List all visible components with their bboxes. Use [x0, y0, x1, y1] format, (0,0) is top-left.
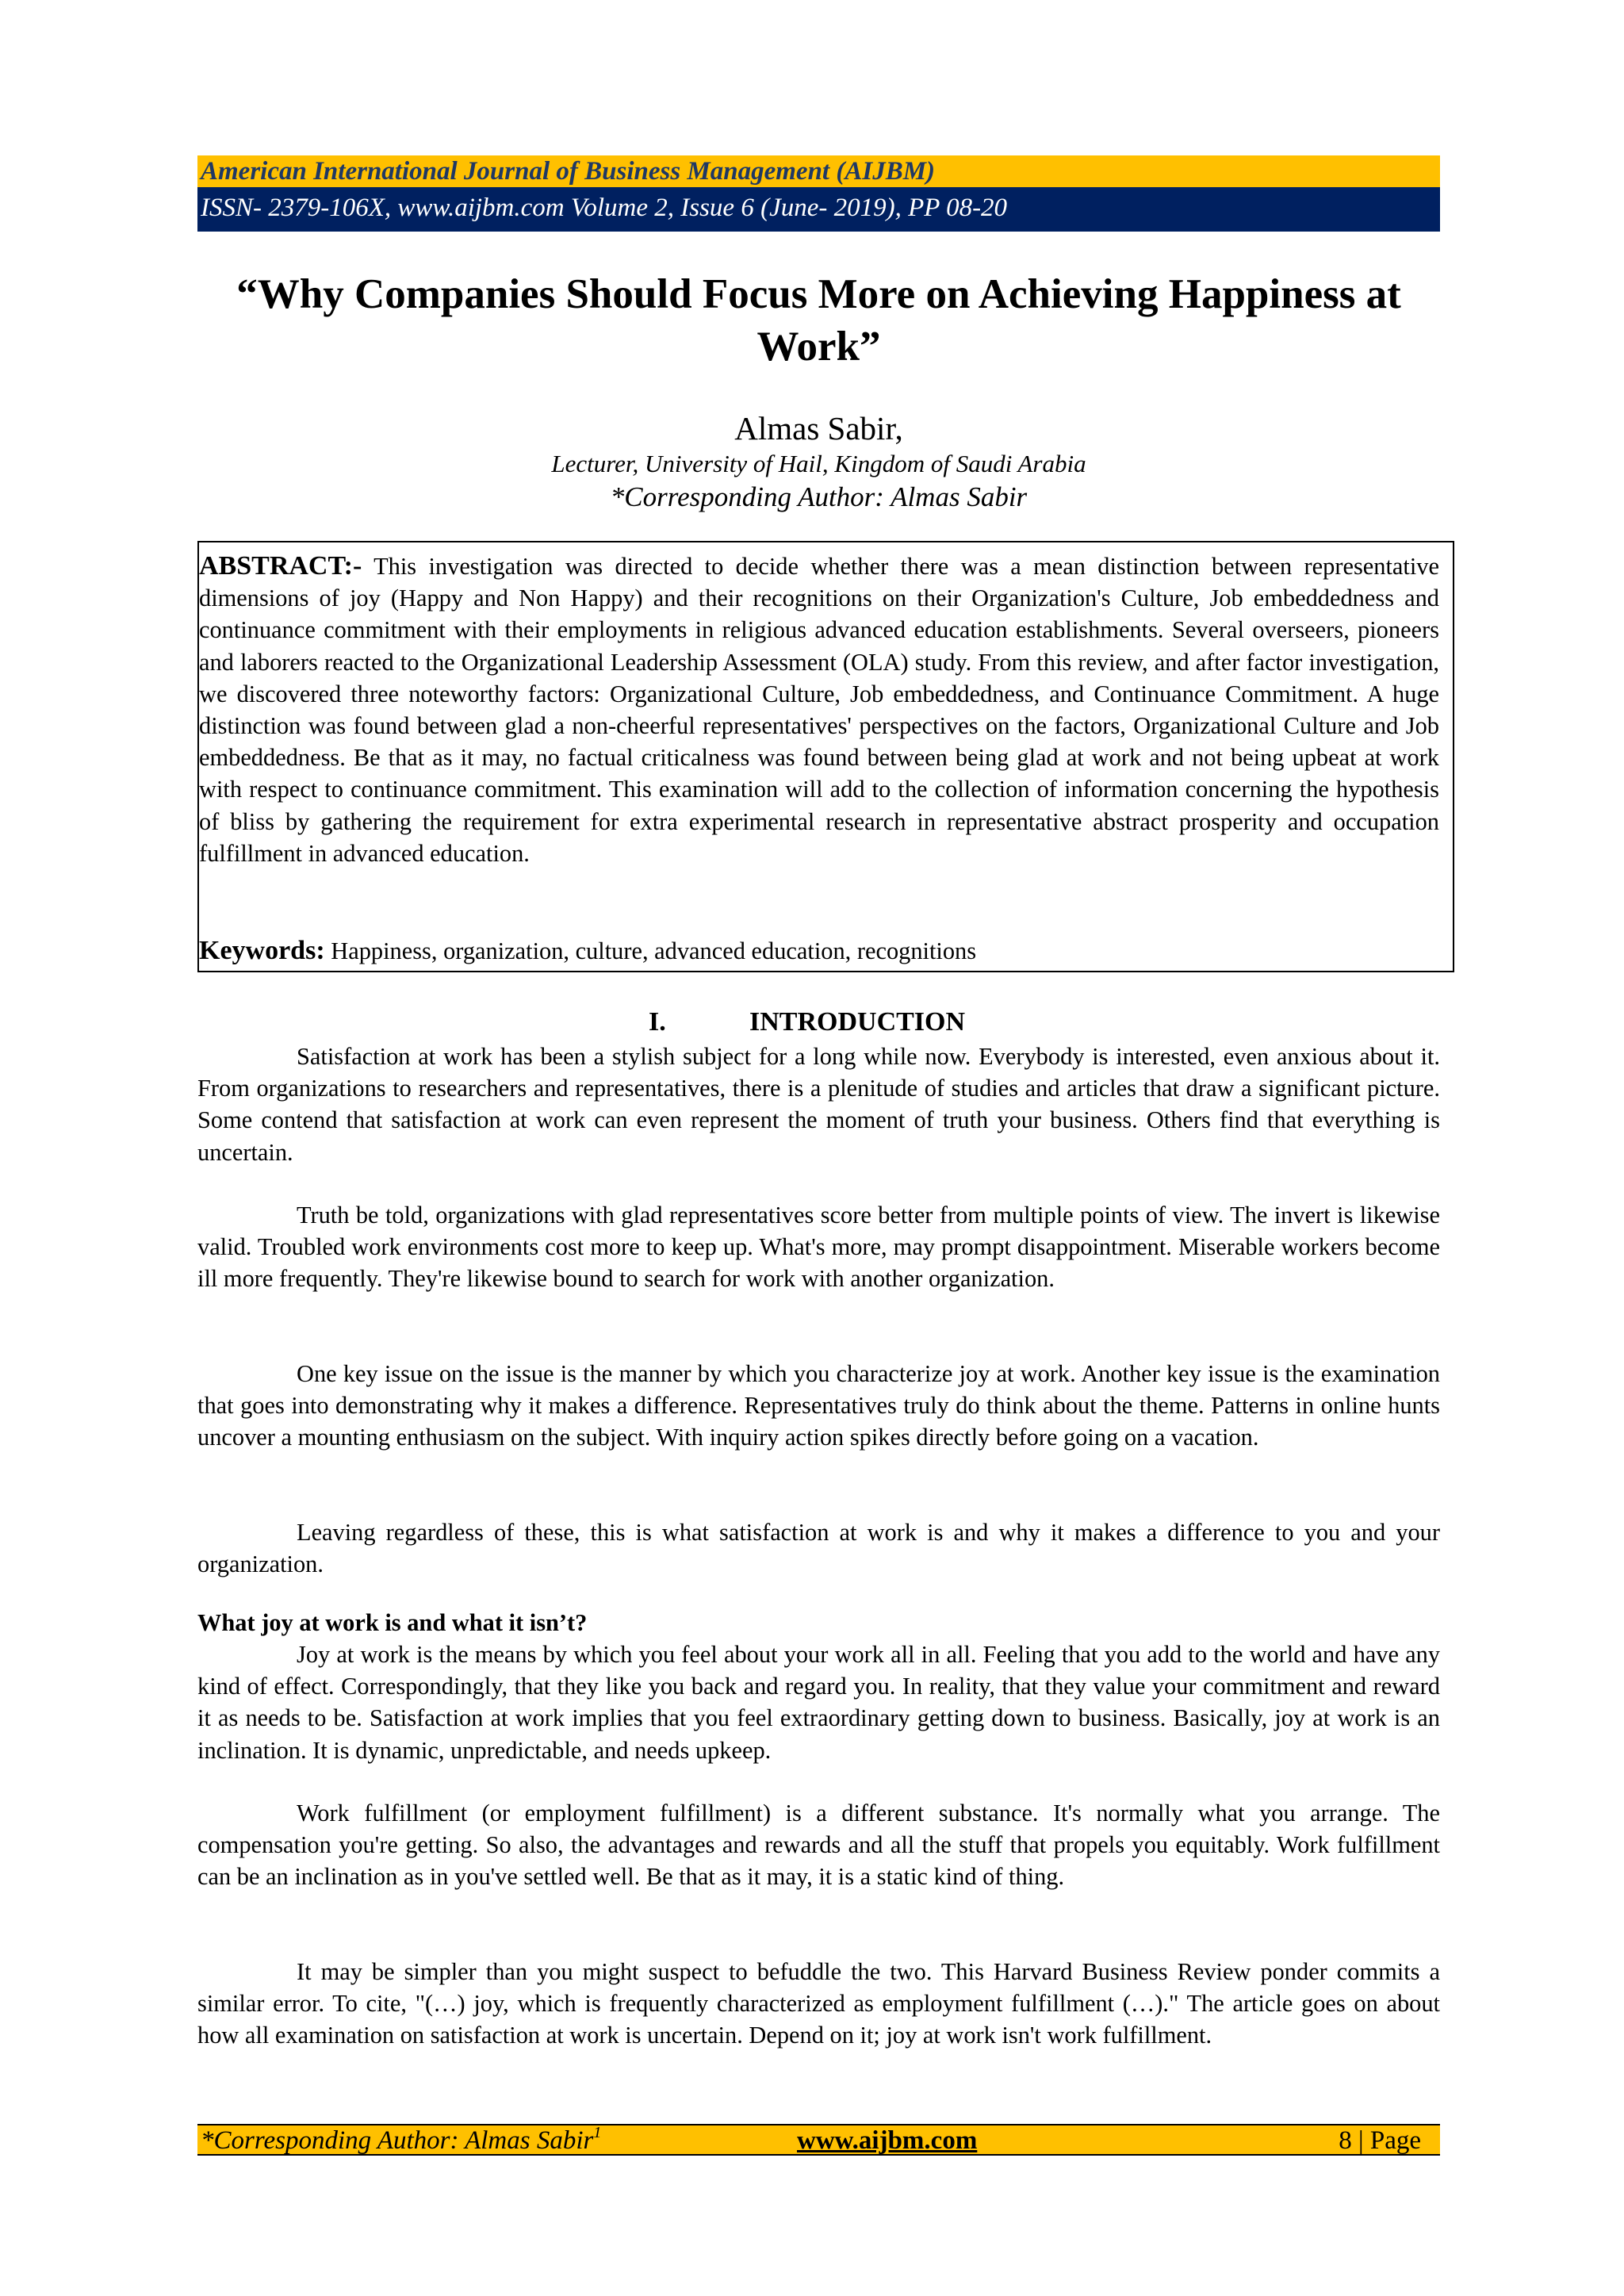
paper-title-line-1: “Why Companies Should Focus More on Achieving Happiness at: [236, 271, 1401, 317]
subsection-paragraph-3: It may be simpler than you might suspect to befuddle the two. This Harvard Business Review ponder commits a similar error. To cite, "(…) joy, which is frequently characterized as employment fulfillment (…)." The article goes on about how all examination on satisfaction at work is uncertain. Depend on it; joy at work isn't work fulfillment.: [197, 1958, 1440, 2049]
abstract-box: [197, 541, 1454, 972]
abstract-label: ABSTRACT:-: [199, 551, 362, 581]
keywords-label: Keywords:: [199, 936, 325, 965]
abstract-text: This investigation was directed to decide whether there was a mean distinction between representative dimensions of joy (Happy and Non Happy) and their recognitions on their Organization's Culture, Job embeddedness and continuance commitment with their employments in religious advanced education establishments. Several overseers, pioneers and laborers reacted to the Organizational Leadership Assessment (OLA) study. From this review, and after factor investigation, we discovered three noteworthy factors: Organizational Culture, Job embeddedness, and Continuance Commitment. A huge distinction was found between glad a non-cheerful representatives' perspectives on the factors, Organizational Culture and Job embeddedness. Be that as it may, no factual criticalness was found between being glad at work and not being upbeat at work with respect to continuance commitment. This examination will add to the collection of information concerning the hypothesis of bliss by gathering the requirement for extra experimental research in representative abstract prosperity and occupation fulfillment in advanced education.: [199, 553, 1439, 867]
paper-title-line-2: Work”: [756, 324, 881, 370]
subsection-paragraph-1: Joy at work is the means by which you feel about your work all in all. Feeling that you add to the world and have any kind of effect. Correspondingly, that they like you back and regard you. In reality, that they value your commitment and reward it as needs to be. Satisfaction at work implies that you feel extraordinary getting down to business. Basically, joy at work is an inclination. It is dynamic, unpredictable, and needs upkeep.: [197, 1641, 1440, 1764]
footer-page-number: 8 | Page: [1339, 2126, 1421, 2155]
journal-name-banner: [197, 155, 1440, 187]
corresponding-author: *Corresponding Author: Almas Sabir: [610, 481, 1028, 512]
journal-name: American International Journal of Business Management (AIJBM): [201, 157, 936, 186]
author-affiliation: Lecturer, University of Hail, Kingdom of Saudi Arabia: [551, 450, 1086, 477]
intro-paragraph-4: Leaving regardless of these, this is what satisfaction at work is and why it makes a difference to you and your organization.: [197, 1519, 1440, 1578]
subsection-paragraph-2: Work fulfillment (or employment fulfillment) is a different substance. It's normally what you arrange. The compensation you're getting. So also, the advantages and rewards and all the stuff that propels you equitably. Work fulfillment can be an inclination as in you've settled well. Be that as it may, it is a static kind of thing.: [197, 1800, 1440, 1891]
footer-superscript: 1: [593, 2124, 602, 2141]
footer-corresponding-author: [201, 2125, 601, 2156]
journal-issue-banner: [197, 187, 1440, 232]
keywords-text: Happiness, organization, culture, advanced education, recognitions: [331, 937, 977, 964]
footer-author-text: *Corresponding Author: Almas Sabir: [201, 2126, 594, 2155]
section-number: I.: [649, 1007, 666, 1037]
intro-paragraph-1: Satisfaction at work has been a stylish subject for a long while now. Everybody is interested, even anxious about it. From organizations to researchers and representatives, there is a plenitude of studies and articles that draw a significant picture. Some contend that satisfaction at work can even represent the moment of truth your business. Others find that everything is uncertain.: [197, 1043, 1440, 1166]
abstract: [199, 550, 1439, 869]
journal-issue-line: ISSN- 2379-106X, www.aijbm.com Volume 2, Issue 6 (June- 2019), PP 08-20: [201, 194, 1008, 222]
page-footer: [197, 2124, 1440, 2156]
section-heading: INTRODUCTION: [749, 1007, 966, 1037]
footer-website-link[interactable]: www.aijbm.com: [797, 2126, 978, 2155]
intro-paragraph-3: One key issue on the issue is the manner by which you characterize joy at work. Another key issue is the examination that goes into demonstrating why it makes a difference. Representatives truly do think about the theme. Patterns in online hunts uncover a mounting enthusiasm on the subject. With inquiry action spikes directly before going on a vacation.: [197, 1360, 1440, 1451]
intro-paragraph-2: Truth be told, organizations with glad representatives score better from multiple points of view. The invert is likewise valid. Troubled work environments cost more to keep up. What's more, may prompt disappointment. Miserable workers become ill more frequently. They're likewise bound to search for work with another organization.: [197, 1202, 1440, 1293]
paper-title: [197, 268, 1440, 373]
subsection-heading: What joy at work is and what it isn’t?: [197, 1609, 588, 1636]
author-name: Almas Sabir,: [734, 410, 903, 447]
keywords: [199, 935, 976, 967]
